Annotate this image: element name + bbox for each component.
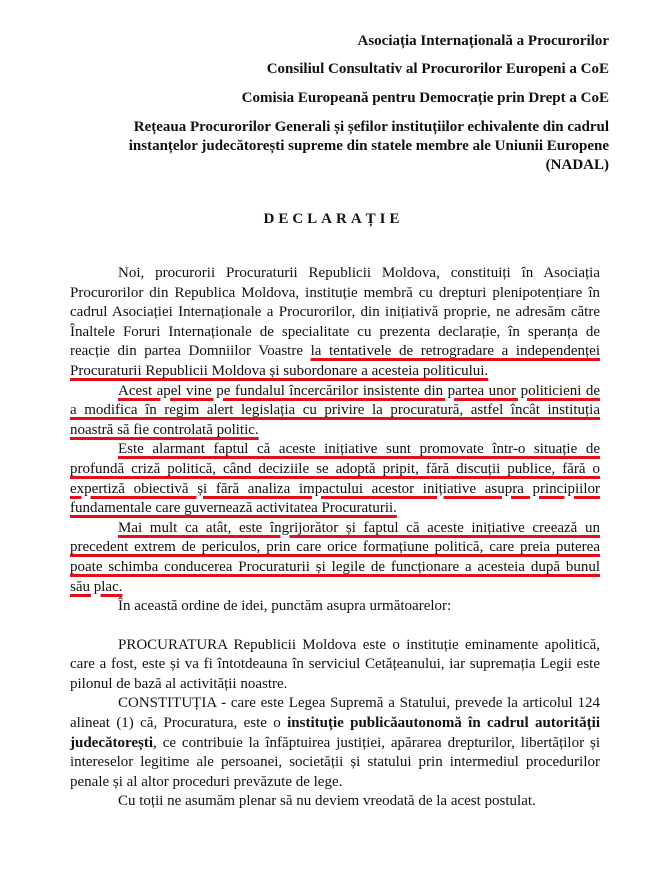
addressee-line-4b: instanțelor judecătorești supreme din statele membre ale Uniunii Europene: [128, 138, 609, 154]
addressee-line-4c: (NADAL): [545, 157, 609, 173]
concern-text: Mai mult ca atât, este îngrijorător și faptul că aceste inițiative creează un precedent extrem de periculos, prin care orice formațiune politică, care preia puterea poate schimba conducerea Procuraturii și legile de funcționare a acesteia după bunul său plac.: [70, 519, 600, 595]
intro-text: Noi, procurorii Procuraturii Republicii Moldova, constituiți în Asociația Procurorilor din Republica Moldova, instituție membră cu drepturi plenipotențiare în cadrul Asociației Internaționale a Procurorilor, din inițiativă proprie, ne adresăm către Înaltele Foruri Internaționale de specialitate cu prezenta declarație, în speranța de reacție din partea Domniilor Voastre: [70, 265, 600, 360]
constitution-text-a: CONSTITUȚIA - care este Legea Supremă a Statului, prevede la articolul 124 alineat (1) că, Procuratura, este o: [70, 695, 600, 732]
paragraph-order: În această ordine de idei, punctăm asupra următoarelor:: [118, 598, 452, 615]
declaration-body: [70, 264, 600, 812]
paragraph-constitution: [70, 694, 600, 792]
addressee-line-1: Asociația Internațională a Procurorilor: [357, 33, 609, 49]
paragraph-commitment: Cu toții ne asumăm plenar să nu deviem vreodată de la acest postulat.: [118, 793, 536, 810]
constitution-text-b: , ce contribuie la înfăptuirea justiției, apărarea drepturilor, libertăților și intereselor legitime ale persoanei, societății și statului prin intermediul procedurilor penale și al altor proceduri prevăzute de lege.: [70, 734, 600, 790]
addressee-line-4a: Rețeaua Procurorilor Generali și șefilor instituțiilor echivalente din cadrul: [133, 119, 609, 135]
appeal-text: Acest apel vine pe fundalul încercărilor insistente din partea unor politicieni de a modifica în regim alert legislația cu privire la procuratură, astfel încât instituția noastră să fie controlată politic.: [70, 382, 600, 438]
document-title: DECLARAȚIE: [263, 211, 404, 227]
addressee-line-3: Comisia Europeană pentru Democrație prin Drept a CoE: [241, 90, 609, 106]
paragraph-concern: [70, 519, 600, 597]
alarm-text: Este alarmant faptul că aceste inițiative sunt promovate într-o situație de profundă criză politică, când deciziile se adoptă pripit, fără discuții publice, fără o expertiză obiectivă și fără analiza impactului acestor inițiative asupra principiilor fundamentale care guvernează activitatea Procuraturii.: [70, 441, 600, 517]
paragraph-appeal: [70, 382, 600, 441]
constitution-bold-text: instituție publicăautonomă în cadrul autorității judecătorești: [70, 715, 600, 751]
addressee-line-2: Consiliul Consultativ al Procurorilor Europeni a CoE: [266, 61, 609, 77]
paragraph-alarm: [70, 440, 600, 518]
paragraph-intro: [70, 264, 600, 382]
intro-underlined-text: la tentativele de retrogradare a independenței Procuraturii Republicii Moldova și subordonare a acesteia politicului.: [70, 343, 600, 379]
paragraph-procuratura: PROCURATURA Republicii Moldova este o instituție eminamente apolitică, care a fost, este și va fi întotdeauna în serviciul Cetățeanului, iar supremația Legii este pilonul de bază al activității noastre.: [70, 636, 600, 692]
